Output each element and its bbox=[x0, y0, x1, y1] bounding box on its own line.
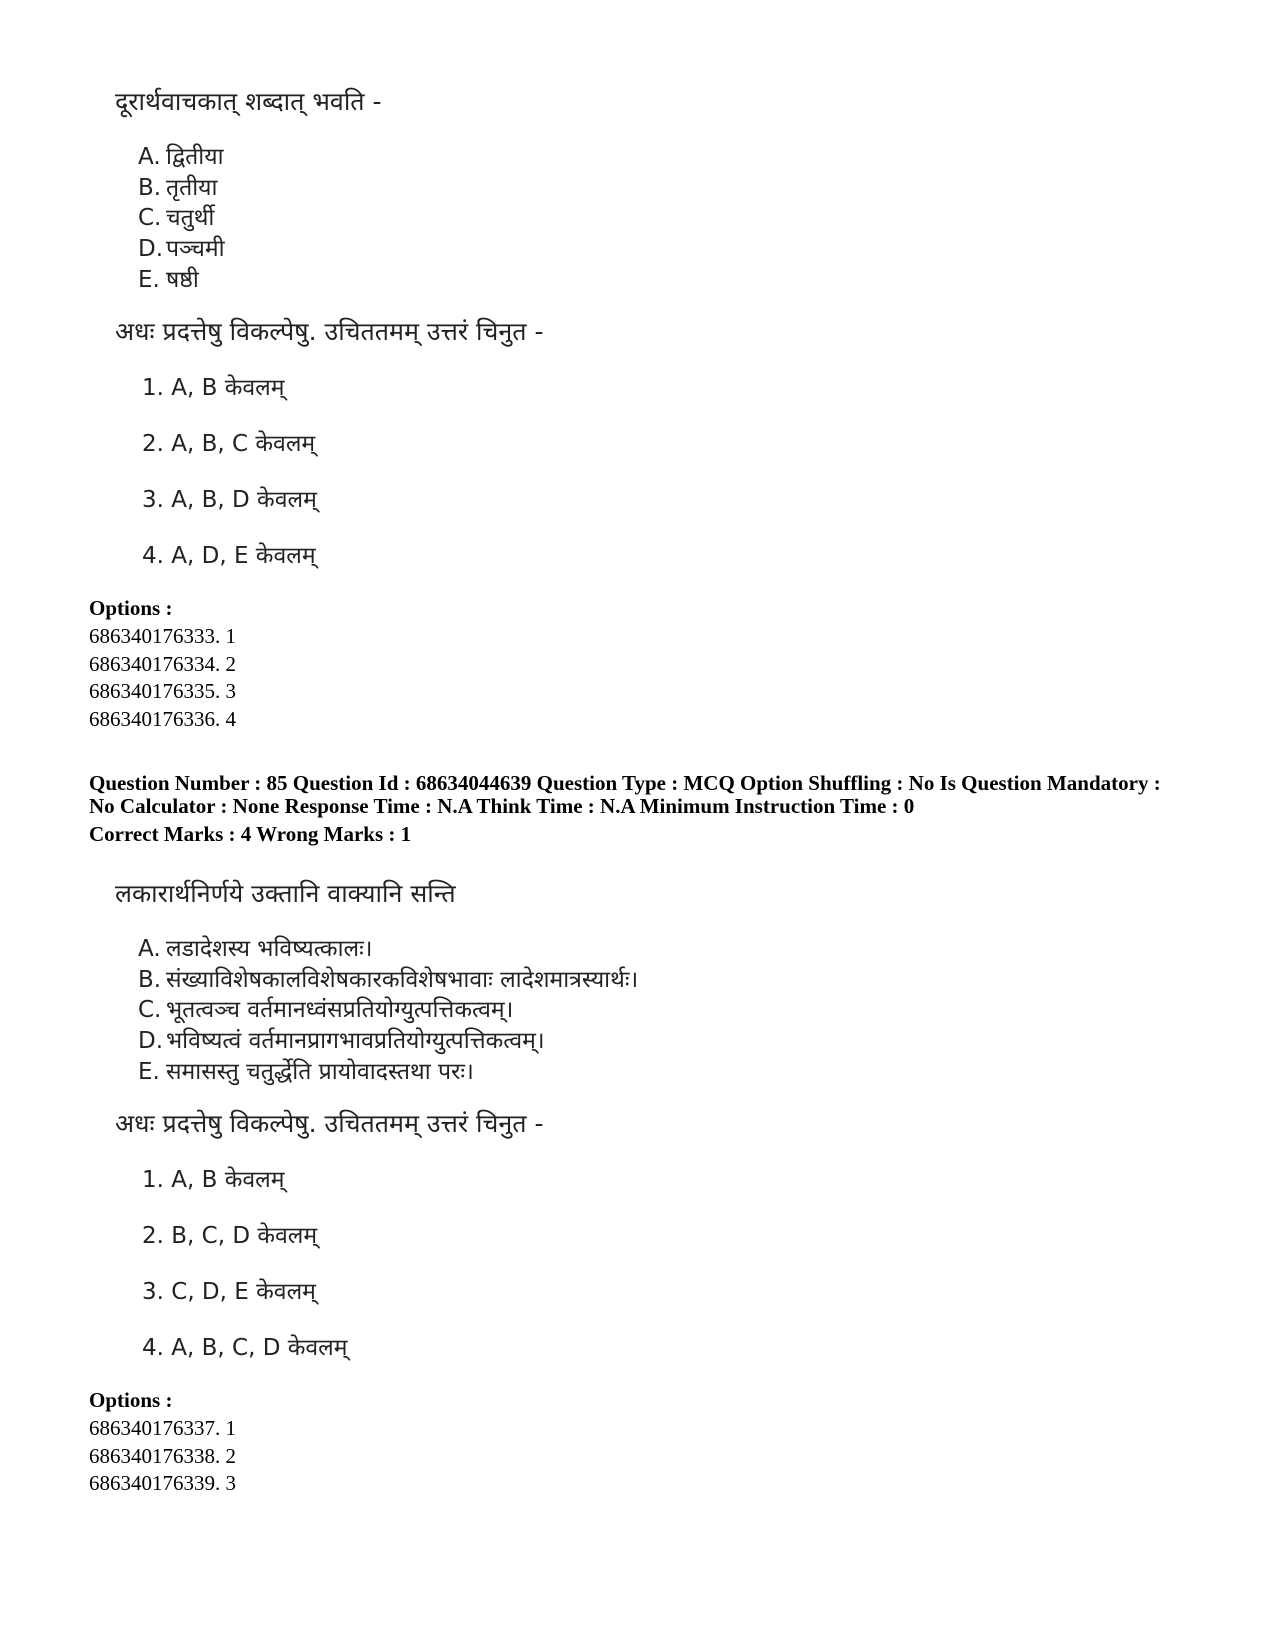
q85-choice-2: 2. B, C, D केवलम् bbox=[142, 1223, 318, 1249]
q85-choice-4: 4. A, B, C, D केवलम् bbox=[142, 1335, 348, 1361]
q84-statement-d bbox=[138, 231, 225, 263]
statement-key: D. bbox=[138, 1028, 164, 1054]
statement-text: समासस्तु चतुर्द्धेति प्रायोवादस्तथा परः। bbox=[166, 1059, 474, 1085]
q85-options-label: Options : bbox=[89, 1388, 173, 1412]
statement-key: B. bbox=[138, 175, 162, 201]
statement-key: E. bbox=[138, 267, 160, 293]
statement-text: लडादेशस्य भविष्यत्कालः। bbox=[166, 936, 373, 962]
statement-key: A. bbox=[138, 144, 161, 170]
q85-option-3: 686340176339. 3 bbox=[89, 1471, 236, 1495]
statement-text: पञ्चमी bbox=[166, 236, 225, 262]
statement-text: द्वितीया bbox=[166, 144, 224, 170]
q84-statement-e bbox=[138, 262, 199, 294]
q85-choice-3: 3. C, D, E केवलम् bbox=[142, 1279, 316, 1305]
q85-option-1: 686340176337. 1 bbox=[89, 1416, 236, 1440]
statement-text: चतुर्थी bbox=[166, 205, 215, 231]
statement-text: भविष्यत्वं वर्तमानप्रागभावप्रतियोग्युत्पत्तिकत्वम्। bbox=[166, 1028, 545, 1054]
q84-instruction: अधः प्रदत्तेषु विकल्पेषु. उचिततमम् उत्तरं चिनुत - bbox=[115, 317, 544, 346]
q84-statement-b bbox=[138, 170, 217, 202]
q85-statement-e bbox=[138, 1054, 474, 1086]
q84-option-3: 686340176335. 3 bbox=[89, 679, 236, 703]
q84-statement-a bbox=[138, 139, 224, 171]
q85-statement-b bbox=[138, 962, 638, 994]
q84-option-2: 686340176334. 2 bbox=[89, 652, 236, 676]
q84-options-label: Options : bbox=[89, 596, 173, 620]
q85-meta-line2: No Calculator : None Response Time : N.A Think Time : N.A Minimum Instruction Time : 0 bbox=[89, 794, 915, 818]
q85-statement-c bbox=[138, 992, 513, 1024]
statement-text: षष्ठी bbox=[166, 267, 199, 293]
q85-meta-line1: Question Number : 85 Question Id : 68634044639 Question Type : MCQ Option Shuffling : No Is Question Mandatory : bbox=[89, 771, 1161, 795]
statement-key: C. bbox=[138, 997, 162, 1023]
q84-statement-c bbox=[138, 200, 214, 232]
q85-statement-a bbox=[138, 931, 373, 963]
statement-key: E. bbox=[138, 1059, 160, 1085]
q85-instruction: अधः प्रदत्तेषु विकल्पेषु. उचिततमम् उत्तरं चिनुत - bbox=[115, 1109, 544, 1138]
statement-key: B. bbox=[138, 967, 162, 993]
statement-text: भूतत्वञ्च वर्तमानध्वंसप्रतियोग्युत्पत्तिकत्वम्। bbox=[166, 997, 514, 1023]
statement-key: D. bbox=[138, 236, 164, 262]
q84-option-4: 686340176336. 4 bbox=[89, 707, 236, 731]
q85-choice-1: 1. A, B केवलम् bbox=[142, 1167, 285, 1193]
statement-key: C. bbox=[138, 205, 162, 231]
q85-statement-d bbox=[138, 1023, 545, 1055]
q85-marks: Correct Marks : 4 Wrong Marks : 1 bbox=[89, 822, 412, 846]
q85-stem: लकारार्थनिर्णये उक्तानि वाक्यानि सन्ति bbox=[115, 879, 456, 908]
statement-text: तृतीया bbox=[166, 175, 218, 201]
statement-key: A. bbox=[138, 936, 161, 962]
q84-choice-4: 4. A, D, E केवलम् bbox=[142, 543, 316, 569]
q84-choice-2: 2. A, B, C केवलम् bbox=[142, 431, 316, 457]
q84-option-1: 686340176333. 1 bbox=[89, 624, 236, 648]
statement-text: संख्याविशेषकालविशेषकारकविशेषभावाः लादेशमात्रस्यार्थः। bbox=[166, 967, 639, 993]
q85-option-2: 686340176338. 2 bbox=[89, 1444, 236, 1468]
q84-choice-1: 1. A, B केवलम् bbox=[142, 375, 285, 401]
q84-stem: दूरार्थवाचकात् शब्दात् भवति - bbox=[115, 87, 382, 116]
q84-choice-3: 3. A, B, D केवलम् bbox=[142, 487, 317, 513]
